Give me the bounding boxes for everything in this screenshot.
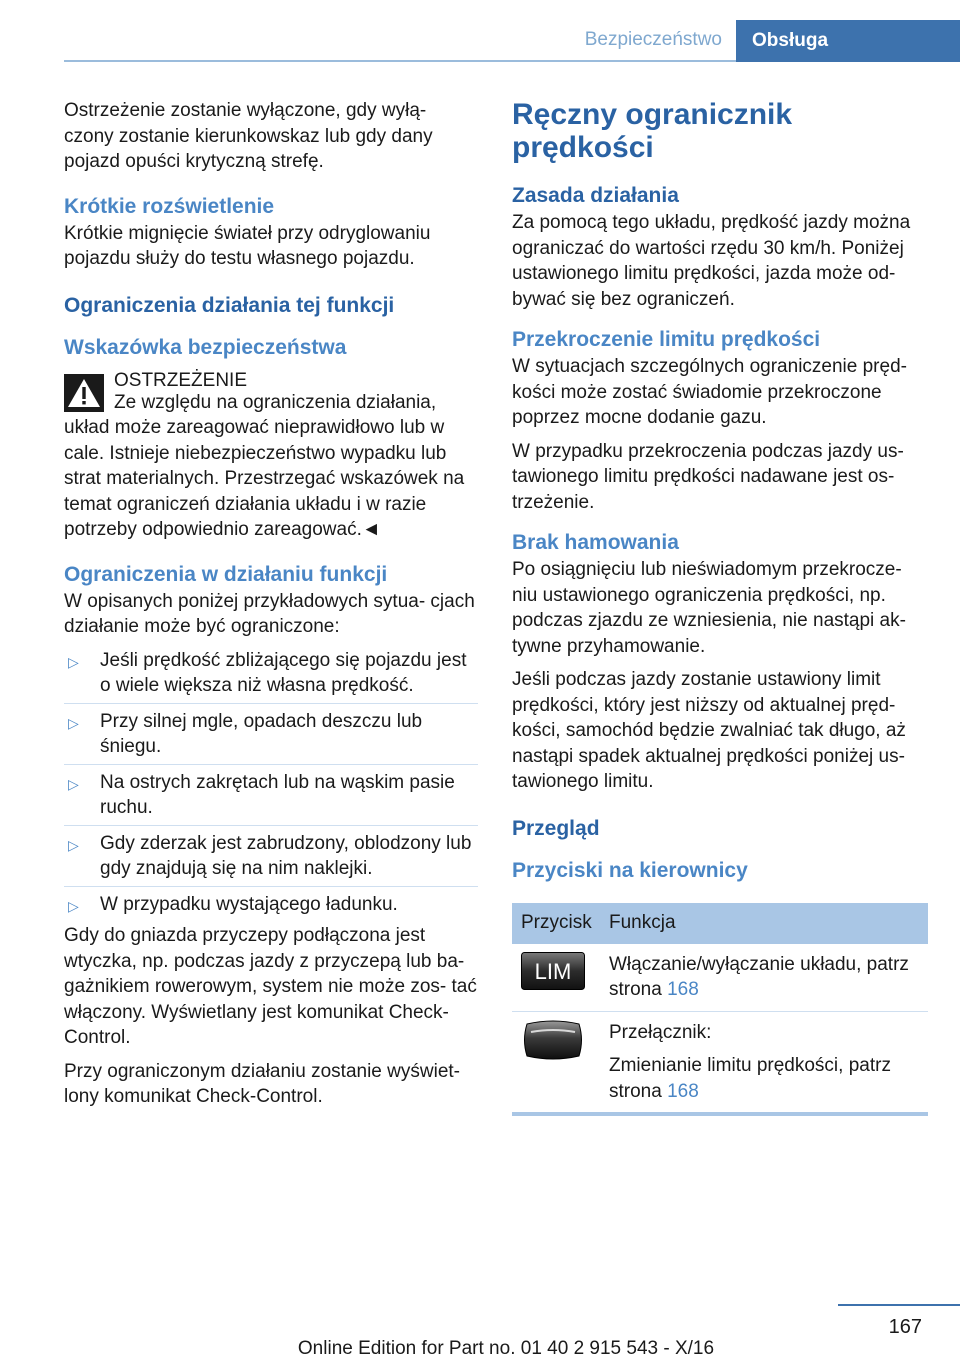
heading-principle: Zasada działania	[512, 184, 679, 207]
lim-button-icon	[521, 952, 585, 990]
buttons-table	[512, 903, 928, 1117]
page-link[interactable]: 168	[667, 979, 699, 1000]
triangle-bullet-icon: ▷	[68, 897, 79, 914]
heading-overview: Przegląd	[512, 816, 600, 840]
right-column	[512, 98, 928, 1116]
list-item	[64, 648, 478, 699]
function-text: Włączanie/wyłączanie układu, patrz strona	[609, 953, 909, 1000]
table-cell-icon	[512, 1011, 600, 1114]
warning-text-content: Ze względu na ograniczenia działania, układ może zareagować nieprawidłowo lub w cale. Istnieje niebezpieczeństwo wypadku lub strat materialnych. Przestrzegać wskazówek na temat ograniczeń działania układu i w razie potrzeby odpowiednio zareagować.◄	[64, 391, 465, 540]
rocker-switch-icon	[521, 1020, 585, 1060]
function-text-2	[609, 1053, 928, 1104]
function-text: Przełącznik:	[609, 1021, 712, 1043]
table-header-button: Przycisk	[512, 903, 600, 944]
table-cell-icon	[512, 944, 600, 1012]
warning-title: OSTRZEŻENIE	[114, 369, 248, 391]
table-header-function: Funkcja	[600, 903, 928, 944]
list-item-text: Na ostrych zakrętach lub na wąskim pasie ruchu.	[100, 771, 455, 818]
list-item-text: Gdy zderzak jest zabrudzony, oblodzony lub gdy znajdują się na nim naklejki.	[100, 832, 472, 879]
heading-func-limits-detail: Ograniczenia w działaniu funkcji	[64, 562, 388, 586]
list-item	[64, 770, 478, 821]
triangle-bullet-icon: ▷	[68, 836, 79, 853]
list-divider	[64, 886, 478, 887]
heading-function-limits: Ograniczenia działania tej funkcji	[64, 293, 395, 317]
list-item	[64, 709, 478, 760]
triangle-bullet-icon: ▷	[68, 653, 79, 670]
paragraph-trailer: Gdy do gniazda przyczepy podłączona jest wtyczka, np. podczas jazdy z przyczepą lub ba‐ gażnikiem rowerowym, system nie może zos‐ tać włączony. Wyświetlany jest komunikat Check-Control.	[64, 925, 477, 1048]
warning-block	[64, 368, 478, 418]
heading-short-flash: Krótkie rozświetlenie	[64, 194, 275, 218]
paragraph-func-limits: W opisanych poniżej przykładowych sytua‐ cjach działanie może być ograniczone:	[64, 590, 475, 637]
paragraph-warning-off: Ostrzeżenie zostanie wyłączone, gdy wyłą‐ czony zostanie kierunkowskaz lub gdy dany pojazd opuści krytyczną strefę.	[64, 100, 433, 172]
paragraph-principle: Za pomocą tego układu, prędkość jazdy można ograniczać do wartości rzędu 30 km/h. Poniżej ustawionego limitu prędkości, jazda może od‐ bywać się bez ograniczeń.	[512, 212, 911, 310]
paragraph-exceed-1: W sytuacjach szczególnych ograniczenie pręd‐ kości może zostać świadomie przekroczone poprzez mocne dodanie gazu.	[512, 356, 907, 428]
function-text: Zmienianie limitu prędkości, patrz strona	[609, 1055, 891, 1102]
bullet-list	[64, 648, 478, 918]
list-divider	[64, 825, 478, 826]
heading-steering-buttons: Przyciski na kierownicy	[512, 858, 748, 882]
list-item-text: Przy silnej mgle, opadach deszczu lub śniegu.	[100, 710, 423, 757]
paragraph-short-flash: Krótkie mignięcie świateł przy odryglowaniu pojazdu służy do testu własnego pojazdu.	[64, 222, 431, 269]
list-divider	[64, 703, 478, 704]
triangle-bullet-icon: ▷	[68, 714, 79, 731]
list-item-text: Jeśli prędkość zbliżającego się pojazdu jest o wiele większa niż własna prędkość.	[100, 649, 467, 696]
footer-rule	[838, 1304, 960, 1306]
paragraph-no-braking-2: Jeśli podczas jazdy zostanie ustawiony limit prędkości, który jest niższy od aktualnej pręd‐ kości, samochód będzie zwalniać tak długo, aż nastąpi spadek aktualnej prędkości poniżej us‐ tawionego limitu.	[512, 669, 906, 792]
left-column	[64, 98, 478, 1118]
svg-text:LIM: LIM	[534, 958, 572, 984]
list-item	[64, 892, 478, 918]
table-cell-function	[600, 944, 928, 1012]
table-row	[512, 944, 928, 1012]
table-row	[512, 1011, 928, 1114]
list-item	[64, 831, 478, 882]
heading-no-braking: Brak hamowania	[512, 531, 679, 554]
list-divider	[64, 764, 478, 765]
triangle-bullet-icon: ▷	[68, 775, 79, 792]
page-number: 167	[888, 1316, 922, 1338]
heading-speed-limiter: Ręczny ogranicznik prędkości	[512, 98, 793, 164]
heading-exceed-limit: Przekroczenie limitu prędkości	[512, 328, 821, 351]
paragraph-exceed-2: W przypadku przekroczenia podczas jazdy us‐ tawionego limitu prędkości nadawane jest os‐ trzeżenie.	[512, 440, 904, 513]
list-item-text: W przypadku wystającego ładunku.	[100, 893, 398, 915]
tab-bezpieczenstwo[interactable]: Bezpieczeństwo	[584, 29, 722, 50]
table-header-row	[512, 903, 928, 944]
heading-safety-note: Wskazówka bezpieczeństwa	[64, 335, 347, 359]
page-link[interactable]: 168	[667, 1080, 699, 1102]
paragraph-limited-function: Przy ograniczonym działaniu zostanie wyświet‐ lony komunikat Check-Control.	[64, 1060, 460, 1107]
table-cell-function	[600, 1011, 928, 1114]
warning-triangle-icon	[64, 374, 104, 412]
footer-edition: Online Edition for Part no. 01 40 2 915 543 - X/16	[297, 1338, 715, 1359]
tab-obsluga[interactable]: Obsługa	[736, 20, 960, 62]
paragraph-no-braking-1: Po osiągnięciu lub nieświadomym przekrocze‐ niu ustawionego ograniczenia prędkości, np. podczas zjazdu ze wzniesienia, nie nastąpi ak‐ tywne przyhamowanie.	[512, 559, 906, 657]
